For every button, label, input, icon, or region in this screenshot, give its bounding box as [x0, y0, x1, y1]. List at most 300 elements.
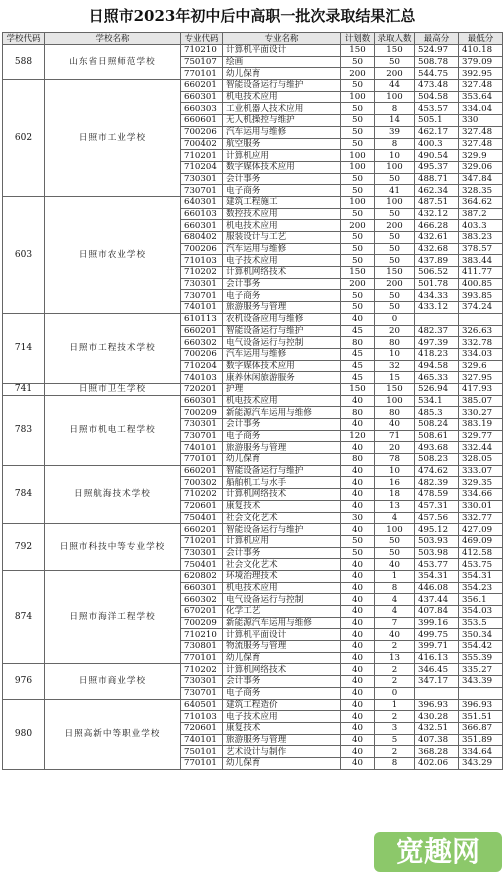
major-code-cell: 700206	[181, 348, 223, 360]
major-code-cell: 730701	[181, 185, 223, 197]
plan-count-cell: 100	[341, 196, 375, 208]
major-name-cell: 计算机平面设计	[223, 629, 341, 641]
plan-count-cell: 40	[341, 313, 375, 325]
major-code-cell: 720601	[181, 500, 223, 512]
max-score-cell: 495.37	[415, 161, 459, 173]
min-score-cell: 351.51	[459, 711, 503, 723]
major-code-cell: 620802	[181, 570, 223, 582]
school-code-cell: 792	[3, 524, 45, 571]
min-score-cell: 453.75	[459, 559, 503, 571]
header-admitted-count: 录取人数	[375, 33, 415, 45]
table-row	[3, 313, 503, 325]
major-code-cell: 710201	[181, 150, 223, 162]
plan-count-cell: 40	[341, 594, 375, 606]
major-name-cell: 电气设备运行与控制	[223, 337, 341, 349]
major-code-cell: 750101	[181, 746, 223, 758]
major-name-cell: 汽车运用与维修	[223, 126, 341, 138]
min-score-cell: 327.48	[459, 126, 503, 138]
min-score-cell: 332.77	[459, 512, 503, 524]
plan-count-cell: 80	[341, 407, 375, 419]
plan-count-cell: 80	[341, 454, 375, 466]
admitted-count-cell: 5	[375, 734, 415, 746]
max-score-cell: 497.39	[415, 337, 459, 349]
admitted-count-cell: 8	[375, 138, 415, 150]
min-score-cell: 410.18	[459, 45, 503, 57]
major-name-cell: 智能设备运行与维护	[223, 80, 341, 92]
major-name-cell: 艺术设计与制作	[223, 746, 341, 758]
major-name-cell: 会计事务	[223, 547, 341, 559]
min-score-cell: 412.58	[459, 547, 503, 559]
plan-count-cell: 50	[341, 208, 375, 220]
major-code-cell: 660301	[181, 91, 223, 103]
min-score-cell: 347.84	[459, 173, 503, 185]
min-score-cell: 427.09	[459, 524, 503, 536]
min-score-cell: 328.35	[459, 185, 503, 197]
admitted-count-cell: 50	[375, 302, 415, 314]
major-code-cell: 660601	[181, 115, 223, 127]
plan-count-cell: 40	[341, 582, 375, 594]
major-code-cell: 720201	[181, 383, 223, 395]
max-score-cell: 493.68	[415, 442, 459, 454]
min-score-cell	[459, 687, 503, 699]
min-score-cell: 469.09	[459, 535, 503, 547]
table-row	[3, 383, 503, 395]
school-name-cell: 日照市农业学校	[45, 196, 181, 313]
min-score-cell: 334.66	[459, 489, 503, 501]
plan-count-cell: 45	[341, 360, 375, 372]
max-score-cell: 432.12	[415, 208, 459, 220]
major-code-cell: 660301	[181, 220, 223, 232]
min-score-cell: 353.64	[459, 91, 503, 103]
major-name-cell: 旅游服务与管理	[223, 302, 341, 314]
plan-count-cell: 50	[341, 80, 375, 92]
school-name-cell: 日照航海技术学校	[45, 465, 181, 523]
plan-count-cell: 40	[341, 687, 375, 699]
major-name-cell: 环境治理技术	[223, 570, 341, 582]
min-score-cell: 379.09	[459, 56, 503, 68]
max-score-cell: 437.44	[415, 594, 459, 606]
admitted-count-cell: 18	[375, 489, 415, 501]
admitted-count-cell: 78	[375, 454, 415, 466]
major-name-cell: 康养休闲旅游服务	[223, 372, 341, 384]
school-code-cell: 980	[3, 699, 45, 769]
admitted-count-cell: 40	[375, 629, 415, 641]
major-code-cell: 750401	[181, 559, 223, 571]
major-name-cell: 计算机应用	[223, 150, 341, 162]
plan-count-cell: 100	[341, 150, 375, 162]
school-name-cell: 日照高新中等职业学校	[45, 699, 181, 769]
plan-count-cell: 150	[341, 383, 375, 395]
major-name-cell: 会计事务	[223, 676, 341, 688]
watermark-logo: 宽趣网	[374, 832, 502, 872]
max-score-cell: 487.51	[415, 196, 459, 208]
major-code-cell: 660103	[181, 208, 223, 220]
major-name-cell: 船舶机工与水手	[223, 477, 341, 489]
header-max-score: 最高分	[415, 33, 459, 45]
max-score-cell: 430.28	[415, 711, 459, 723]
major-name-cell: 幼儿保育	[223, 454, 341, 466]
plan-count-cell: 200	[341, 278, 375, 290]
min-score-cell: 393.85	[459, 290, 503, 302]
max-score-cell: 407.38	[415, 734, 459, 746]
table-row	[3, 395, 503, 407]
admitted-count-cell: 71	[375, 430, 415, 442]
min-score-cell: 334.64	[459, 746, 503, 758]
major-name-cell: 数字媒体技术应用	[223, 161, 341, 173]
min-score-cell: 392.95	[459, 68, 503, 80]
major-code-cell: 730801	[181, 641, 223, 653]
admitted-count-cell: 10	[375, 348, 415, 360]
admitted-count-cell: 40	[375, 559, 415, 571]
major-code-cell: 740101	[181, 302, 223, 314]
admitted-count-cell: 100	[375, 161, 415, 173]
header-min-score: 最低分	[459, 33, 503, 45]
admitted-count-cell: 200	[375, 68, 415, 80]
max-score-cell: 432.61	[415, 232, 459, 244]
admitted-count-cell: 4	[375, 594, 415, 606]
min-score-cell: 353.5	[459, 617, 503, 629]
max-score-cell: 446.08	[415, 582, 459, 594]
admitted-count-cell: 50	[375, 56, 415, 68]
max-score-cell: 457.31	[415, 500, 459, 512]
max-score-cell: 433.12	[415, 302, 459, 314]
major-name-cell: 计算机网络技术	[223, 267, 341, 279]
max-score-cell: 462.17	[415, 126, 459, 138]
max-score-cell: 346.45	[415, 664, 459, 676]
plan-count-cell: 40	[341, 606, 375, 618]
major-code-cell: 660301	[181, 395, 223, 407]
min-score-cell: 354.23	[459, 582, 503, 594]
min-score-cell: 411.77	[459, 267, 503, 279]
plan-count-cell: 200	[341, 68, 375, 80]
major-code-cell: 730701	[181, 687, 223, 699]
max-score-cell: 432.68	[415, 243, 459, 255]
min-score-cell: 364.62	[459, 196, 503, 208]
table-row	[3, 524, 503, 536]
major-name-cell: 电子技术应用	[223, 711, 341, 723]
min-score-cell: 334.04	[459, 103, 503, 115]
min-score-cell: 329.06	[459, 161, 503, 173]
major-name-cell: 计算机平面设计	[223, 45, 341, 57]
admitted-count-cell: 32	[375, 360, 415, 372]
school-name-cell: 日照市商业学校	[45, 664, 181, 699]
admitted-count-cell: 8	[375, 103, 415, 115]
plan-count-cell: 50	[341, 115, 375, 127]
major-code-cell: 660201	[181, 80, 223, 92]
min-score-cell: 330.01	[459, 500, 503, 512]
plan-count-cell: 45	[341, 325, 375, 337]
max-score-cell: 354.31	[415, 570, 459, 582]
admitted-count-cell: 50	[375, 255, 415, 267]
min-score-cell: 329.9	[459, 150, 503, 162]
school-code-cell: 714	[3, 313, 45, 383]
admitted-count-cell: 41	[375, 185, 415, 197]
major-code-cell: 730701	[181, 290, 223, 302]
max-score-cell: 462.34	[415, 185, 459, 197]
major-code-cell: 700402	[181, 138, 223, 150]
table-row	[3, 80, 503, 92]
school-name-cell: 日照市工业学校	[45, 80, 181, 197]
school-code-cell: 603	[3, 196, 45, 313]
major-name-cell: 航空服务	[223, 138, 341, 150]
plan-count-cell: 50	[341, 535, 375, 547]
major-code-cell: 680402	[181, 232, 223, 244]
min-score-cell: 383.44	[459, 255, 503, 267]
major-code-cell: 700302	[181, 477, 223, 489]
major-code-cell: 640301	[181, 196, 223, 208]
max-score-cell: 504.58	[415, 91, 459, 103]
max-score-cell: 432.51	[415, 722, 459, 734]
major-code-cell: 770101	[181, 68, 223, 80]
school-name-cell: 日照市机电工程学校	[45, 395, 181, 465]
min-score-cell: 403.3	[459, 220, 503, 232]
plan-count-cell: 50	[341, 103, 375, 115]
max-score-cell: 482.39	[415, 477, 459, 489]
admitted-count-cell: 80	[375, 337, 415, 349]
min-score-cell: 330.27	[459, 407, 503, 419]
admitted-count-cell: 0	[375, 687, 415, 699]
plan-count-cell: 40	[341, 419, 375, 431]
major-name-cell: 新能源汽车运用与维修	[223, 617, 341, 629]
major-code-cell: 710210	[181, 629, 223, 641]
major-name-cell: 电子商务	[223, 185, 341, 197]
min-score-cell: 354.42	[459, 641, 503, 653]
admitted-count-cell: 8	[375, 757, 415, 769]
major-code-cell: 710103	[181, 255, 223, 267]
plan-count-cell: 40	[341, 617, 375, 629]
major-name-cell: 服装设计与工艺	[223, 232, 341, 244]
max-score-cell: 506.52	[415, 267, 459, 279]
admitted-count-cell: 4	[375, 512, 415, 524]
min-score-cell: 343.29	[459, 757, 503, 769]
major-name-cell: 电子技术应用	[223, 255, 341, 267]
major-code-cell: 730301	[181, 676, 223, 688]
min-score-cell: 329.35	[459, 477, 503, 489]
table-row	[3, 570, 503, 582]
major-code-cell: 660201	[181, 465, 223, 477]
major-name-cell: 旅游服务与管理	[223, 734, 341, 746]
plan-count-cell: 40	[341, 629, 375, 641]
min-score-cell: 374.24	[459, 302, 503, 314]
header-school-name: 学校名称	[45, 33, 181, 45]
max-score-cell	[415, 687, 459, 699]
min-score-cell: 343.39	[459, 676, 503, 688]
plan-count-cell: 50	[341, 547, 375, 559]
major-name-cell: 化学工艺	[223, 606, 341, 618]
admitted-count-cell: 40	[375, 419, 415, 431]
max-score-cell: 503.98	[415, 547, 459, 559]
admitted-count-cell: 50	[375, 535, 415, 547]
school-name-cell: 日照市工程技术学校	[45, 313, 181, 383]
major-code-cell: 670201	[181, 606, 223, 618]
admitted-count-cell: 44	[375, 80, 415, 92]
major-name-cell: 电子商务	[223, 430, 341, 442]
major-code-cell: 740101	[181, 442, 223, 454]
max-score-cell: 478.59	[415, 489, 459, 501]
min-score-cell: 354.03	[459, 606, 503, 618]
plan-count-cell: 150	[341, 45, 375, 57]
major-code-cell: 750401	[181, 512, 223, 524]
major-code-cell: 740101	[181, 734, 223, 746]
school-name-cell: 日照市科技中等专业学校	[45, 524, 181, 571]
min-score-cell: 396.93	[459, 699, 503, 711]
major-name-cell: 机电技术应用	[223, 220, 341, 232]
major-name-cell: 康复技术	[223, 500, 341, 512]
min-score-cell	[459, 313, 503, 325]
min-score-cell: 355.39	[459, 652, 503, 664]
max-score-cell: 399.16	[415, 617, 459, 629]
max-score-cell: 508.78	[415, 56, 459, 68]
plan-count-cell: 100	[341, 91, 375, 103]
plan-count-cell: 40	[341, 489, 375, 501]
major-code-cell: 710202	[181, 489, 223, 501]
admitted-count-cell: 0	[375, 313, 415, 325]
plan-count-cell: 50	[341, 290, 375, 302]
min-score-cell: 400.85	[459, 278, 503, 290]
max-score-cell: 465.33	[415, 372, 459, 384]
admitted-count-cell: 100	[375, 524, 415, 536]
min-score-cell: 333.07	[459, 465, 503, 477]
major-code-cell: 730301	[181, 547, 223, 559]
plan-count-cell: 40	[341, 442, 375, 454]
school-name-cell: 日照市卫生学校	[45, 383, 181, 395]
min-score-cell: 378.57	[459, 243, 503, 255]
major-code-cell: 770101	[181, 454, 223, 466]
major-code-cell: 730301	[181, 278, 223, 290]
max-score-cell: 490.54	[415, 150, 459, 162]
major-name-cell: 社会文化艺术	[223, 512, 341, 524]
header-plan-count: 计划数	[341, 33, 375, 45]
admitted-count-cell: 39	[375, 126, 415, 138]
major-name-cell: 机电技术应用	[223, 91, 341, 103]
major-name-cell: 会计事务	[223, 419, 341, 431]
plan-count-cell: 40	[341, 559, 375, 571]
plan-count-cell: 40	[341, 711, 375, 723]
min-score-cell: 335.27	[459, 664, 503, 676]
school-code-cell: 783	[3, 395, 45, 465]
max-score-cell: 534.1	[415, 395, 459, 407]
min-score-cell: 383.23	[459, 232, 503, 244]
major-name-cell: 数字媒体技术应用	[223, 360, 341, 372]
plan-count-cell: 40	[341, 746, 375, 758]
max-score-cell: 526.94	[415, 383, 459, 395]
plan-count-cell: 30	[341, 512, 375, 524]
min-score-cell: 383.19	[459, 419, 503, 431]
max-score-cell: 495.12	[415, 524, 459, 536]
admission-results-table	[2, 32, 503, 770]
admitted-count-cell: 16	[375, 477, 415, 489]
max-score-cell: 508.23	[415, 454, 459, 466]
major-name-cell: 电子商务	[223, 290, 341, 302]
page-title: 日照市2023年初中后中高职一批次录取结果汇总	[88, 7, 416, 25]
major-name-cell: 无人机操控与维护	[223, 115, 341, 127]
min-score-cell: 387.2	[459, 208, 503, 220]
header-major-code: 专业代码	[181, 33, 223, 45]
major-name-cell: 农机设备应用与维修	[223, 313, 341, 325]
major-code-cell: 710202	[181, 267, 223, 279]
major-code-cell: 660303	[181, 103, 223, 115]
plan-count-cell: 45	[341, 348, 375, 360]
major-code-cell: 660201	[181, 325, 223, 337]
major-name-cell: 计算机网络技术	[223, 664, 341, 676]
major-code-cell: 660302	[181, 594, 223, 606]
min-score-cell: 332.78	[459, 337, 503, 349]
plan-count-cell: 50	[341, 232, 375, 244]
major-code-cell: 660301	[181, 582, 223, 594]
admitted-count-cell: 50	[375, 243, 415, 255]
plan-count-cell: 150	[341, 267, 375, 279]
admitted-count-cell: 150	[375, 383, 415, 395]
plan-count-cell: 40	[341, 641, 375, 653]
major-name-cell: 护理	[223, 383, 341, 395]
school-code-cell: 588	[3, 45, 45, 80]
major-code-cell: 710210	[181, 45, 223, 57]
major-code-cell: 710103	[181, 711, 223, 723]
major-code-cell: 730701	[181, 430, 223, 442]
max-score-cell: 474.62	[415, 465, 459, 477]
major-name-cell: 社会文化艺术	[223, 559, 341, 571]
plan-count-cell: 40	[341, 465, 375, 477]
plan-count-cell: 50	[341, 243, 375, 255]
major-name-cell: 汽车运用与维修	[223, 243, 341, 255]
major-code-cell: 660302	[181, 337, 223, 349]
plan-count-cell: 40	[341, 652, 375, 664]
max-score-cell: 466.28	[415, 220, 459, 232]
table-row	[3, 699, 503, 711]
max-score-cell: 508.24	[415, 419, 459, 431]
max-score-cell: 437.89	[415, 255, 459, 267]
max-score-cell: 501.78	[415, 278, 459, 290]
min-score-cell: 329.77	[459, 430, 503, 442]
major-name-cell: 幼儿保育	[223, 652, 341, 664]
plan-count-cell: 50	[341, 302, 375, 314]
max-score-cell: 544.75	[415, 68, 459, 80]
plan-count-cell: 50	[341, 173, 375, 185]
max-score-cell: 453.57	[415, 103, 459, 115]
admitted-count-cell: 3	[375, 722, 415, 734]
table-row	[3, 196, 503, 208]
plan-count-cell: 40	[341, 664, 375, 676]
school-code-cell: 874	[3, 570, 45, 664]
max-score-cell: 396.93	[415, 699, 459, 711]
major-name-cell: 建筑工程造价	[223, 699, 341, 711]
min-score-cell: 330	[459, 115, 503, 127]
major-code-cell: 640501	[181, 699, 223, 711]
major-code-cell: 710204	[181, 161, 223, 173]
max-score-cell: 407.84	[415, 606, 459, 618]
major-code-cell: 700206	[181, 243, 223, 255]
header-school-code: 学校代码	[3, 33, 45, 45]
major-name-cell: 计算机应用	[223, 535, 341, 547]
admitted-count-cell: 1	[375, 570, 415, 582]
min-score-cell: 350.34	[459, 629, 503, 641]
min-score-cell: 327.95	[459, 372, 503, 384]
admitted-count-cell: 150	[375, 267, 415, 279]
max-score-cell: 416.13	[415, 652, 459, 664]
plan-count-cell: 40	[341, 699, 375, 711]
max-score-cell: 499.75	[415, 629, 459, 641]
admitted-count-cell: 200	[375, 220, 415, 232]
max-score-cell: 434.33	[415, 290, 459, 302]
admitted-count-cell: 7	[375, 617, 415, 629]
min-score-cell: 385.07	[459, 395, 503, 407]
plan-count-cell: 40	[341, 734, 375, 746]
min-score-cell: 328.05	[459, 454, 503, 466]
school-code-cell: 741	[3, 383, 45, 395]
major-name-cell: 旅游服务与管理	[223, 442, 341, 454]
admitted-count-cell: 2	[375, 711, 415, 723]
major-name-cell: 新能源汽车运用与维修	[223, 407, 341, 419]
